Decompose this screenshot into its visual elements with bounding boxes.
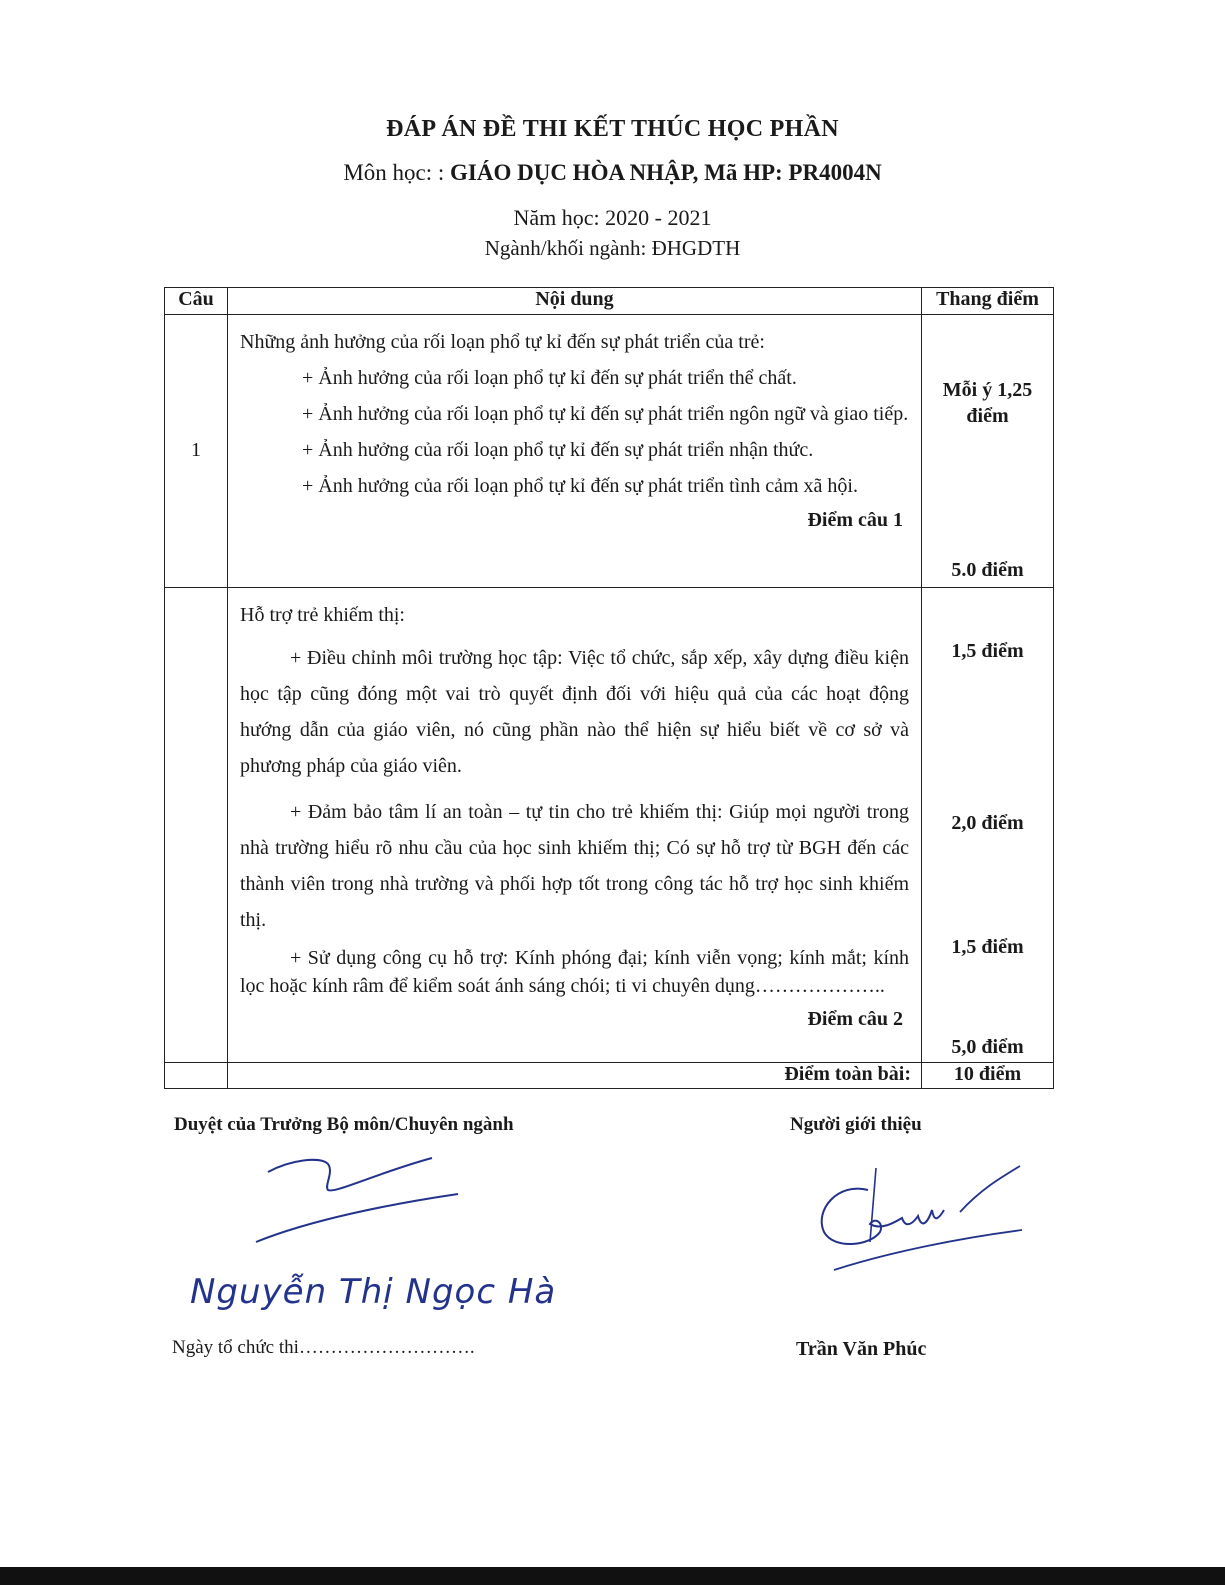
q1-number-cell [165,315,228,588]
q1-subtotal-value: 5.0 điểm [951,559,1024,581]
total-empty-cell [165,1063,228,1089]
right-signer-name: Trần Văn Phúc [796,1338,927,1360]
right-signature-scribble [810,1160,1030,1275]
academic-year: Năm học: 2020 - 2021 [513,205,712,230]
q1-number: 1 [191,439,201,461]
major: Ngành/khối ngành: ĐHGDTH [484,236,741,260]
q2-item-1-points: 1,5 điểm [951,640,1024,662]
q1-points-each: Mỗi ý 1,25 điểm [942,379,1033,427]
q2-item-3-points: 1,5 điểm [951,936,1024,958]
q2-item-3: + Sử dụng công cụ hỗ trợ: Kính phóng đại; kính viễn vọng; kính mắt; kính lọc hoặc kính râm để kiểm soát ánh sáng chói; ti vi chuyên dụng……………….. [240,947,909,997]
total-label-cell [228,1063,922,1089]
table-row-q2 [165,588,1054,1063]
col-header-content: Nội dung [228,288,922,315]
q1-intro: Những ảnh hưởng của rối loạn phổ tự kỉ đến sự phát triển của trẻ: [240,331,765,353]
q1-item-2: + Ảnh hưởng của rối loạn phổ tự kỉ đến sự phát triển ngôn ngữ và giao tiếp. [302,403,909,425]
left-handwritten-name: Nguyễn Thị Ngọc Hà [190,1272,557,1312]
subject-line [0,160,1225,186]
course-code: , Mã HP: PR4004N [692,160,882,185]
table-total-row [165,1063,1054,1089]
q2-item-1: + Điều chỉnh môi trường học tập: Việc tổ chức, sắp xếp, xây dựng điều kiện học tập cũng đóng một vai trò quyết định đối với hiệu quả của các hoạt động hướng dẫn của giáo viên, nó cũng phần nào thể hiện sự hiểu biết về cơ sở và phương pháp của giáo viên. [240,647,909,777]
q1-item-3: + Ảnh hưởng của rối loạn phổ tự kỉ đến sự phát triển nhận thức. [302,439,814,461]
q1-content-cell [228,315,922,588]
q2-subtotal-label: Điểm câu 2 [807,1008,903,1030]
q1-item-1: + Ảnh hưởng của rối loạn phổ tự kỉ đến sự phát triển thể chất. [302,367,797,389]
q1-points-cell [922,315,1054,588]
q2-intro: Hỗ trợ trẻ khiếm thị: [240,604,405,626]
col-header-question: Câu [165,288,228,315]
total-label: Điểm toàn bài: [784,1063,911,1085]
document-title: ĐÁP ÁN ĐỀ THI KẾT THÚC HỌC PHẦN [386,116,839,142]
subject-prefix: Môn học: : [343,160,451,185]
scan-bottom-edge [0,1567,1225,1585]
table-header-row [165,288,1054,315]
q2-number-cell [165,588,228,1063]
left-signature-scribble [250,1150,470,1250]
q2-item-2-points: 2,0 điểm [951,812,1024,834]
left-signature-title: Duyệt của Trưởng Bộ môn/Chuyên ngành [174,1114,514,1135]
answer-table [164,287,1054,1089]
right-signature-title: Người giới thiệu [790,1114,922,1135]
table-row-q1 [165,315,1054,588]
subject-name: GIÁO DỤC HÒA NHẬP [450,160,693,185]
q2-content-cell [228,588,922,1063]
total-value: 10 điểm [953,1063,1022,1085]
q2-subtotal-value: 5,0 điểm [951,1036,1024,1058]
total-value-cell [922,1063,1054,1089]
q1-item-4: + Ảnh hưởng của rối loạn phổ tự kỉ đến sự phát triển tình cảm xã hội. [302,475,858,497]
q1-subtotal-label: Điểm câu 1 [807,509,903,531]
q2-item-2: + Đảm bảo tâm lí an toàn – tự tin cho trẻ khiếm thị: Giúp mọi người trong nhà trường hiểu rõ nhu cầu của học sinh khiếm thị; Có sự hỗ trợ từ BGH đến các thành viên trong nhà trường và phối hợp tốt trong công tác hỗ trợ học sinh khiếm thị. [240,801,909,931]
col-header-points: Thang điểm [922,288,1054,315]
q2-points-cell [922,588,1054,1063]
exam-date-line: Ngày tổ chức thi………………………. [172,1337,475,1358]
